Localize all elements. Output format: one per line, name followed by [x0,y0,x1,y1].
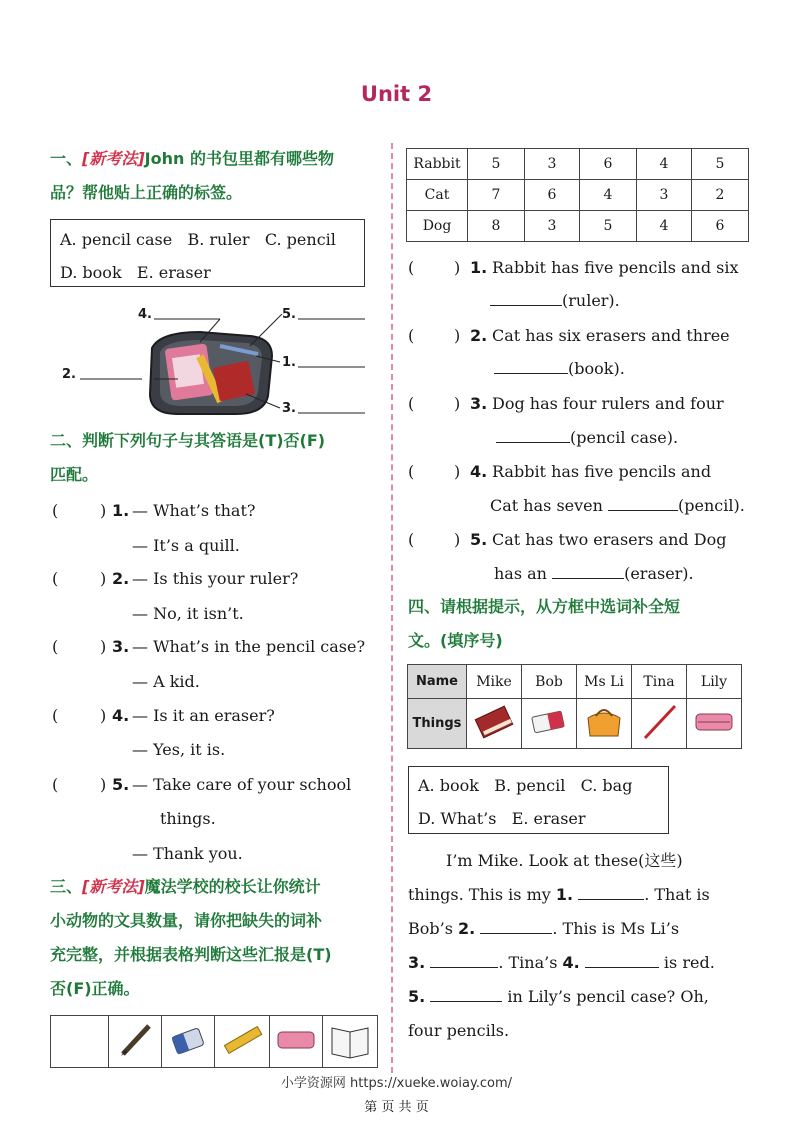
section-2-heading-line1: 二、判断下列句子与其答语是(T)否(F) [50,431,326,450]
paren-open: ( [408,394,415,413]
s2-item-3-answer: — A kid. [132,672,200,691]
section-3-heading-line3: 充完整，并根据表格判断这些汇报是(T) [50,945,332,964]
table-cell: 3 [525,149,580,180]
new-test-tag: [新考法] [82,149,145,168]
hint-text: (book). [568,359,625,378]
name-things-table [407,664,742,749]
s2-item-4-answer: — Yes, it is. [132,740,226,759]
passage-line-2 [408,884,743,906]
statement-text: Dog has four rulers and four [492,394,724,413]
thing-cell [522,699,577,749]
table-row [407,211,749,242]
table-cell: 5 [692,149,749,180]
row-label: Dog [407,211,468,242]
pencil-case-icon [692,702,736,742]
table-cell: 5 [580,211,637,242]
paren-open: ( [52,501,59,520]
name-cell: Ms Li [577,665,632,699]
paren-close: ) [100,637,107,656]
passage-text: in Lily’s pencil case? Oh, [507,987,709,1006]
s3-item-4-line2 [490,495,745,517]
section-1-number: 一、 [50,149,83,168]
label-2: 2. [62,367,76,382]
section-1-heading-line1: John 的书包里都有哪些物 [144,149,334,168]
paren-close: ) [454,258,461,277]
table-cell: 5 [468,149,525,180]
paren-close: ) [454,394,461,413]
s3-item-1-line2 [490,290,620,312]
paren-close: ) [100,706,107,725]
table-cell: 6 [692,211,749,242]
passage-line-4 [408,952,743,974]
question-text: — What’s in the pencil case? [132,637,366,656]
item-number: 1. [470,258,488,277]
blank-number: 3. [408,953,426,972]
blank-header-cell [51,1016,109,1068]
passage-text: . Tina’s [498,953,558,972]
paren-open: ( [408,462,415,481]
table-row [408,699,742,749]
s3-item-5-line2 [494,563,694,585]
thing-cell [577,699,632,749]
footer-site: 小学资源网 https://xueke.woiay.com/ [280,1076,513,1091]
section-3-heading-line2: 小动物的文具数量，请你把缺失的词补 [50,911,323,930]
section-1-heading-line2: 品？帮他贴上正确的标签。 [50,183,243,202]
s3-item-1 [408,257,743,279]
passage-text: . That is [644,885,710,904]
answer-blank[interactable] [490,291,562,306]
item-number: 5. [112,775,130,794]
item-number: 2. [470,326,488,345]
pencil-icon [115,1020,155,1060]
ruler-header-cell [215,1016,270,1068]
table-row [408,665,742,699]
blank-number: 4. [562,953,580,972]
passage-text: . This is Ms Li’s [552,919,680,938]
passage-text: things. This is my [408,885,551,904]
paren-close: ) [100,775,107,794]
answer-blank[interactable] [578,885,644,900]
answer-blank[interactable] [585,953,659,968]
section-3-heading-line4: 否(F)正确。 [50,979,140,998]
answer-blank[interactable] [494,359,568,374]
label-4: 4. [138,307,152,322]
item-number: 4. [470,462,488,481]
s2-item-5 [52,774,382,796]
paren-open: ( [52,569,59,588]
word-box-4 [408,766,669,834]
table-cell: 8 [468,211,525,242]
table-cell: 6 [580,149,637,180]
statement-text: Rabbit has five pencils and [492,462,712,481]
s3-item-4 [408,461,743,483]
table-cell: 4 [637,149,692,180]
section-4-heading-line2: 文。(填序号) [408,631,503,650]
passage-text: Bob’s [408,919,453,938]
blank-number: 2. [458,919,476,938]
pencil-icon [637,702,681,742]
s2-item-1-answer: — It’s a quill. [132,536,240,555]
paren-close: ) [100,501,107,520]
item-number: 3. [112,637,130,656]
paren-open: ( [52,706,59,725]
item-number: 1. [112,501,130,520]
schoolbag-figure [50,298,380,423]
question-text: — What’s that? [132,501,256,520]
pencil-case-icon [274,1020,318,1060]
s3-item-5 [408,529,743,551]
passage-line-1: I’m Mike. Look at these(这些) [446,851,683,870]
s2-item-2-answer: — No, it isn’t. [132,604,244,623]
question-text: — Is this your ruler? [132,569,299,588]
word-box-1 [50,219,365,287]
row-label: Rabbit [407,149,468,180]
table-cell: 4 [580,180,637,211]
table-cell: 6 [525,180,580,211]
statement-cont: Cat has seven [490,496,603,515]
book-icon [328,1020,372,1060]
paren-close: ) [454,326,461,345]
section-3-heading [50,871,385,903]
question-text: — Is it an eraser? [132,706,275,725]
s2-item-5-answer: — Thank you. [132,844,243,863]
item-number: 3. [470,394,488,413]
passage-text: is red. [663,953,715,972]
column-divider [391,143,393,1073]
section-3-heading-line1: 魔法学校的校长让你统计 [144,877,321,896]
page-title: Unit 2 [360,82,433,106]
options-line-2: D. What’s E. eraser [418,809,586,828]
paren-open: ( [52,775,59,794]
eraser-icon [168,1020,208,1060]
hint-text: (pencil case). [570,428,679,447]
answer-blank[interactable] [552,564,624,579]
answer-blank[interactable] [430,987,502,1002]
table-cell: 3 [525,211,580,242]
name-cell: Tina [632,665,687,699]
section-3-number: 三、 [50,877,83,896]
passage-line-6: four pencils. [408,1021,510,1040]
eraser-icon [527,702,571,742]
schoolbag-illustration [50,298,380,423]
thing-cell [467,699,522,749]
name-cell: Mike [467,665,522,699]
s2-item-1 [52,500,382,522]
table-row [407,180,749,211]
paren-close: ) [100,569,107,588]
table-cell: 7 [468,180,525,211]
table-row [407,149,749,180]
paren-close: ) [454,530,461,549]
statement-text: Rabbit has five pencils and six [492,258,739,277]
s3-item-3-line2 [496,427,678,449]
pencil-header-cell [109,1016,162,1068]
section-4-heading-line1: 四、请根据提示，从方框中选词补全短 [408,597,681,616]
ruler-icon [220,1020,264,1060]
name-header: Name [408,665,467,699]
s3-item-2 [408,325,743,347]
paren-open: ( [408,530,415,549]
eraser-header-cell [162,1016,215,1068]
book-header-cell [323,1016,378,1068]
passage-line-5 [408,986,743,1008]
table-cell: 2 [692,180,749,211]
item-number: 5. [470,530,488,549]
footer-page: 第 页 共 页 [364,1100,429,1115]
s2-item-2 [52,568,382,590]
bag-icon [582,702,626,742]
thing-cell [632,699,687,749]
item-number: 4. [112,706,130,725]
question-text: — Take care of your school [132,775,352,794]
hint-text: (ruler). [562,291,620,310]
section-1-heading [50,143,385,175]
label-5: 5. [282,307,296,322]
statement-text: Cat has two erasers and Dog [492,530,727,549]
s2-item-3 [52,636,382,658]
statement-text: Cat has six erasers and three [492,326,730,345]
paren-open: ( [408,258,415,277]
options-line-2: D. book E. eraser [60,263,211,282]
row-label: Cat [407,180,468,211]
hint-text: (eraser). [624,564,694,583]
passage-line-3 [408,918,743,940]
stationery-count-table [406,148,749,242]
options-line-1: A. book B. pencil C. bag [418,776,633,795]
s3-item-2-line2 [494,358,625,380]
label-3: 3. [282,401,296,416]
s3-item-3 [408,393,743,415]
table-cell: 4 [637,211,692,242]
paren-open: ( [408,326,415,345]
s2-item-5-cont: things. [160,809,216,828]
blank-number: 1. [555,885,574,904]
section-2-heading-line2: 匹配。 [50,465,99,484]
table-cell: 3 [637,180,692,211]
new-test-tag: [新考法] [82,877,145,896]
answer-blank[interactable] [608,496,678,511]
things-header: Things [408,699,467,749]
options-line-1: A. pencil case B. ruler C. pencil [60,230,336,249]
blank-number: 5. [408,987,426,1006]
stationery-header-table [50,1015,378,1068]
book-icon [472,702,516,742]
label-1: 1. [282,355,296,370]
answer-blank[interactable] [480,919,552,934]
answer-blank[interactable] [496,428,570,443]
answer-blank[interactable] [430,953,498,968]
s2-item-4 [52,705,382,727]
paren-close: ) [454,462,461,481]
thing-cell [687,699,742,749]
name-cell: Lily [687,665,742,699]
paren-open: ( [52,637,59,656]
pencil-case-header-cell [270,1016,323,1068]
hint-text: (pencil). [678,496,745,515]
item-number: 2. [112,569,130,588]
name-cell: Bob [522,665,577,699]
statement-cont: has an [494,564,547,583]
